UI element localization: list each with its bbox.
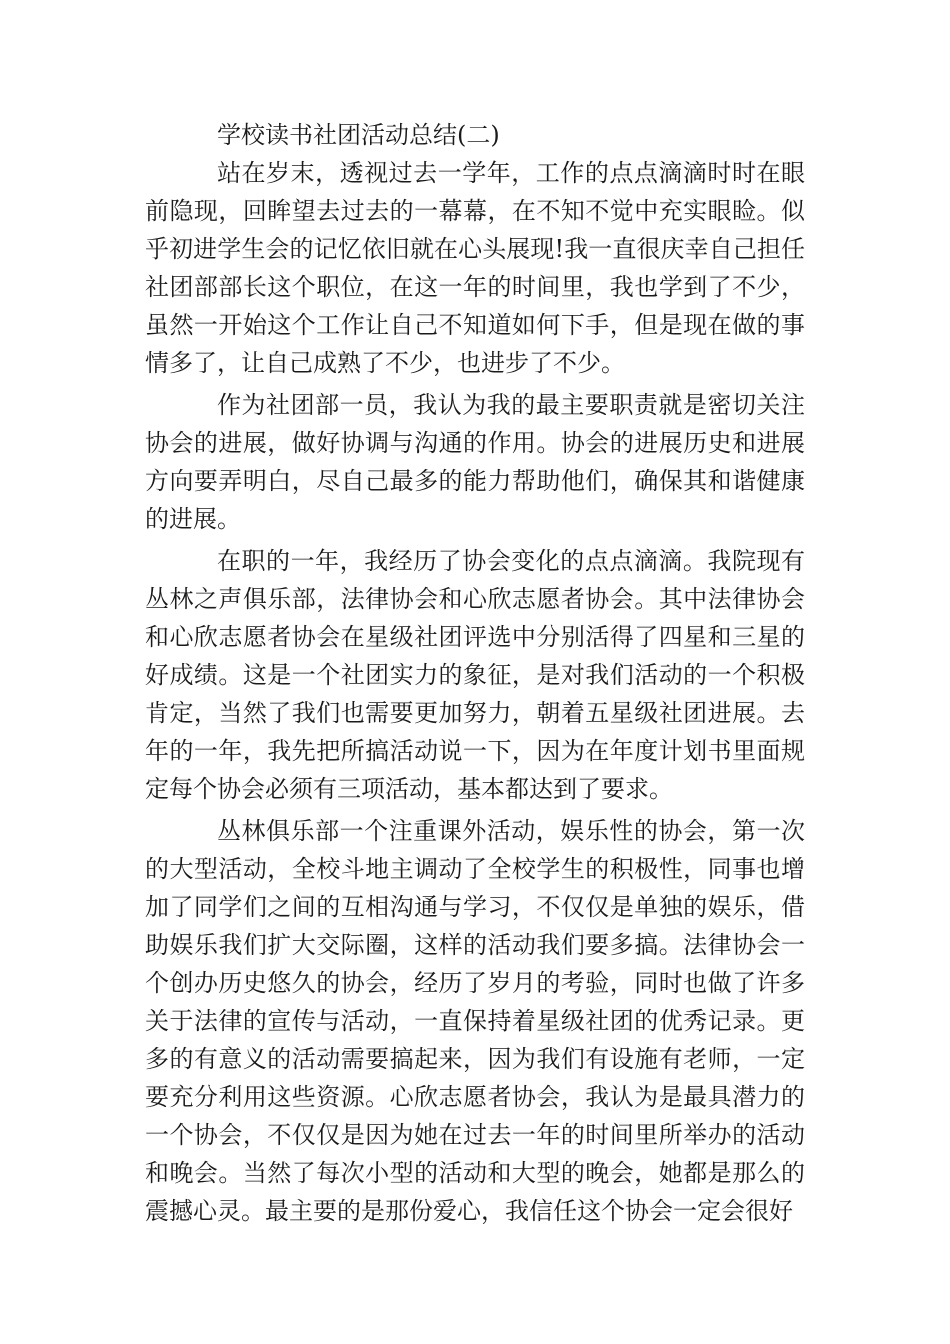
paragraph-3: 在职的一年，我经历了协会变化的点点滴滴。我院现有丛林之声俱乐部，法律协会和心欣志愿者协会。其中法律协会和心欣志愿者协会在星级社团评选中分别活得了四星和三星的好成绩。这是一个社团实力的象征，是对我们活动的一个积极肯定，当然了我们也需要更加努力，朝着五星级社团进展。去年的一年，我先把所搞活动说一下，因为在年度计划书里面规定每个协会必须有三项活动，基本都达到了要求。 xyxy=(145,547,805,803)
paragraph-4: 丛林俱乐部一个注重课外活动，娱乐性的协会，第一次的大型活动，全校斗地主调动了全校学生的积极性，同事也增加了同学们之间的互相沟通与学习，不仅仅是单独的娱乐，借助娱乐我们扩大交际圈，这样的活动我们要多搞。法律协会一个创办历史悠久的协会，经历了岁月的考验，同时也做了许多关于法律的宣传与活动，一直保持着星级社团的优秀记录。更多的有意义的活动需要搞起来，因为我们有设施有老师，一定要充分利用这些资源。心欣志愿者协会，我认为是最具潜力的一个协会，不仅仅是因为她在过去一年的时间里所举办的活动和晚会。当然了每次小型的活动和大型的晚会，她都是那么的震撼心灵。最主要的是那份爱心，我信任这个协会一定会很好 xyxy=(145,817,805,1225)
paragraph-1: 站在岁末，透视过去一学年，工作的点点滴滴时时在眼前隐现，回眸望去过去的一幕幕，在不知不觉中充实眼睑。似乎初进学生会的记忆依旧就在心头展现!我一直很庆幸自己担任社团部部长这个职位，在这一年的时间里，我也学到了不少，虽然一开始这个工作让自己不知道如何下手，但是现在做的事情多了，让自己成熟了不少，也进步了不少。 xyxy=(145,159,805,377)
document-title: 学校读书社团活动总结(二) xyxy=(217,121,500,149)
paragraph-2: 作为社团部一员，我认为我的最主要职责就是密切关注协会的进展，做好协调与沟通的作用。协会的进展历史和进展方向要弄明白，尽自己最多的能力帮助他们，确保其和谐健康的进展。 xyxy=(145,391,805,533)
document-body xyxy=(145,116,805,1234)
